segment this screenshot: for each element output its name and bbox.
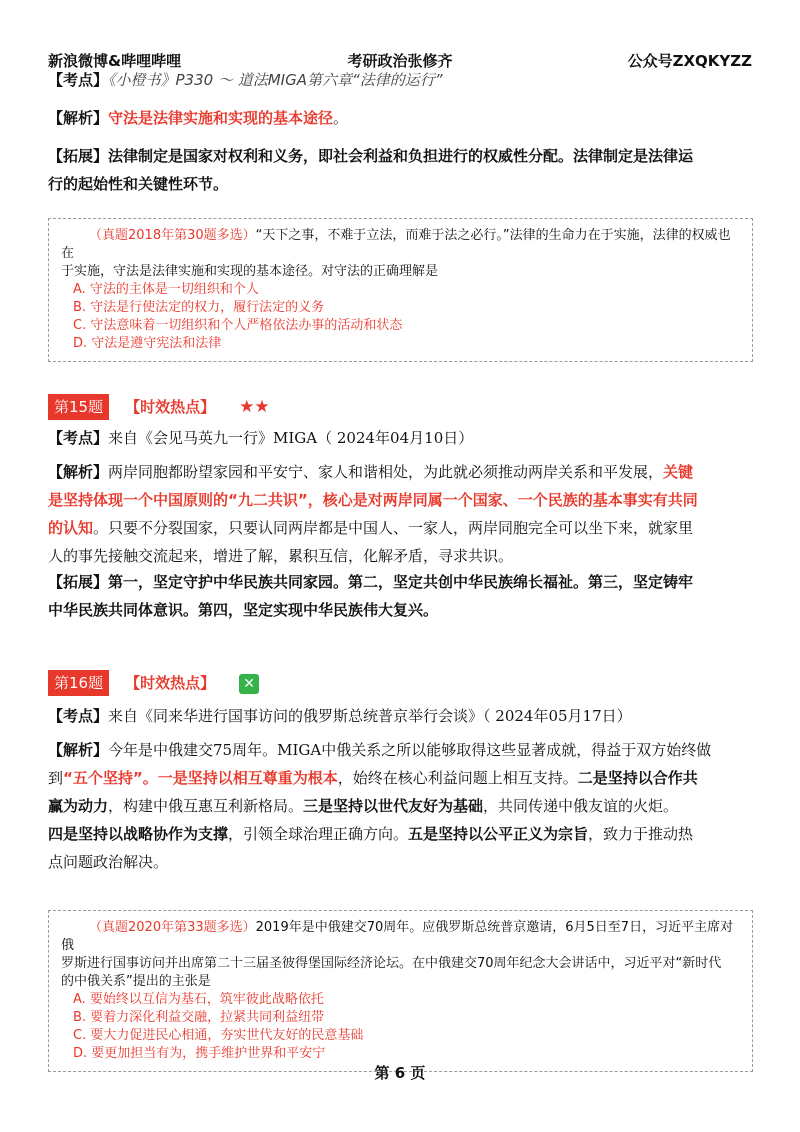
q15-heading: [48, 394, 270, 420]
header-wechat: 公众号ZXQKYZZ: [627, 52, 752, 70]
box1-option-c: C. 守法意味着一切组织和个人严格依法办事的活动和状态: [73, 318, 403, 333]
q16-kaodian-text: 来自《同来华进行国事访问的俄罗斯总统普京举行会谈》（ 2024年05月17日）: [108, 707, 632, 725]
box2-stem-line3: 的中俄关系”提出的主张是: [61, 974, 211, 989]
box1-option-d: D. 守法是遵守宪法和法律: [73, 336, 222, 351]
box2-stem: （真题2020年第33题多选）2019年是中俄建交70周年。应俄罗斯总统普京邀请，6月5日至7日，习近平主席对俄: [61, 920, 734, 953]
q15-kaodian-text: 来自《会见马英九一行》MIGA（ 2024年04月10日）: [108, 429, 474, 447]
question-number-badge: 第16题: [48, 670, 109, 696]
hot-topic-tag: 【时效热点】: [125, 674, 216, 692]
q16-kaodian: 【考点】来自《同来华进行国事访问的俄罗斯总统普京举行会谈》（ 2024年05月17日）: [48, 707, 632, 725]
cross-mark-icon: ✕: [239, 674, 259, 694]
header-weibo: 新浪微博&哔哩哔哩: [48, 52, 182, 70]
box1-option-a: A. 守法的主体是一切组织和个人: [73, 282, 259, 297]
past-exam-box-2020: [48, 910, 753, 1072]
q14-kaodian: 【考点】《小橙书》P330 ～ 道法MIGA第六章“法律的运行”: [48, 71, 443, 89]
question-number-badge: 第15题: [48, 394, 109, 420]
header-author: 考研政治张修齐: [347, 52, 453, 70]
q14-tuozhan: 【拓展】法律制定是国家对权利和义务，即社会利益和负担进行的权威性分配。法律制定是法律运 行的起始性和关键性环节。: [48, 147, 694, 193]
box2-option-b: B. 要着力深化利益交融，拉紧共同利益纽带: [73, 1010, 325, 1025]
q16-jiexi: 【解析】今年是中俄建交75周年。MIGA中俄关系之所以能够取得这些显著成就，得益于双方始终做 到“五个坚持”。一是坚持以相互尊重为根本，始终在核心利益问题上相互支持。二是坚持以合作共 赢为动力，构建中俄互惠互利新格局。三是坚持以世代友好为基础，共同传递中俄友谊的火炬。 四是坚持以战略协作为支撑，引领全球治理正确方向。五是坚持以公平正义为宗旨，致力于推动热 点问题政治解决。: [48, 741, 712, 871]
q16-heading: [48, 670, 259, 696]
q14-jiexi-highlight: 守法是法律实施和实现的基本途径: [108, 109, 334, 127]
box1-stem-line2: 于实施，守法是法律实施和实现的基本途径。对守法的正确理解是: [61, 264, 439, 279]
q15-jiexi: 【解析】两岸同胞都盼望家园和平安宁、家人和谐相处，为此就必须推动两岸关系和平发展，关键 是坚持体现一个中国原则的“九二共识”，核心是对两岸同属一个国家、一个民族的基本事实有共同 的认知。只要不分裂国家，只要认同两岸都是中国人、一家人，两岸同胞完全可以坐下来，就家里 人的事先接触交流起来，增进了解，累积互信，化解矛盾，寻求共识。: [48, 463, 698, 565]
box2-option-a: A. 要始终以互信为基石，筑牢彼此战略依托: [73, 992, 324, 1007]
box2-option-c: C. 要大力促进民心相通，夯实世代友好的民意基础: [73, 1028, 364, 1043]
past-exam-box-2018: [48, 218, 753, 362]
q14-jiexi: 【解析】守法是法律实施和实现的基本途径。: [48, 109, 349, 127]
q15-tuozhan: 【拓展】第一，坚定守护中华民族共同家园。第二，坚定共创中华民族绵长福祉。第三，坚定铸牢 中华民族共同体意识。第四，坚定实现中华民族伟大复兴。: [48, 573, 694, 619]
q15-kaodian: 【考点】来自《会见马英九一行》MIGA（ 2024年04月10日）: [48, 429, 474, 447]
box1-option-b: B. 守法是行使法定的权力，履行法定的义务: [73, 300, 325, 315]
box2-stem-line2: 罗斯进行国事访问并出席第二十三届圣彼得堡国际经济论坛。在中俄建交70周年纪念大会讲话中，习近平对“新时代: [61, 956, 722, 971]
box1-stem: （真题2018年第30题多选）“天下之事，不难于立法，而难于法之必行。”法律的生命力在于实施，法律的权威也在: [61, 228, 731, 261]
q14-kaodian-text: 《小橙书》P330 ～ 道法MIGA第六章“法律的运行”: [108, 71, 443, 89]
star-icon: ★★: [239, 397, 270, 417]
page-number: 第 6 页: [374, 1064, 426, 1082]
box2-option-d: D. 要更加担当有为，携手维护世界和平安宁: [73, 1046, 326, 1061]
hot-topic-tag: 【时效热点】: [125, 398, 216, 416]
